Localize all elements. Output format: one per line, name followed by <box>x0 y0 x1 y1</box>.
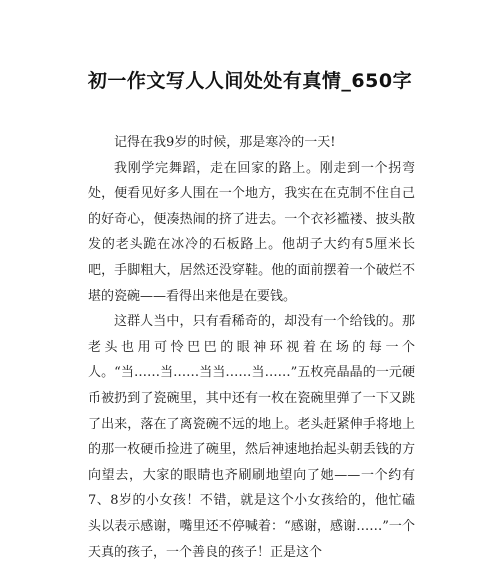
paragraph: 我刚学完舞蹈，走在回家的路上。刚走到一个拐弯处，便看见好多人围在一个地方，我实在在克制不住自己的好奇心，便凑热闹的挤了进去。一个衣衫褴褛、披头散发的老头跪在冰冷的石板路上。他胡子大约有5厘米长吧，手脚粗大，居然还没穿鞋。他的面前摆着一个破烂不堪的瓷碗——看得出来他是在要钱。 <box>88 160 415 304</box>
paragraph: 记得在我9岁的时候，那是寒冷的一天! <box>114 135 336 150</box>
paragraph: 这群人当中，只有看稀奇的，却没有一个给钱的。那老头也用可怜巴巴的眼神环视着在场的每一个人。“当……当……当当……当……”五枚亮晶晶的一元硬币被扔到了瓷碗里，其中还有一枚在瓷碗里弹了一下又跳了出来，落在了离瓷碗不远的地上。老头赶紧伸手将地上的那一枚硬币捡进了碗里，然后神速地抬起头朝丢钱的方向望去，大家的眼睛也齐刷刷地望向了她——一个约有7、8岁的小女孩！不错，就是这个小女孩给的，他忙磕头以表示感谢，嘴里还不停喊着：“感谢，感谢……”一个天真的孩子，一个善良的孩子！正是这个 <box>88 314 415 560</box>
document-title: 初一作文写人人间处处有真情_650字 <box>87 70 413 92</box>
document-body <box>88 130 415 565</box>
